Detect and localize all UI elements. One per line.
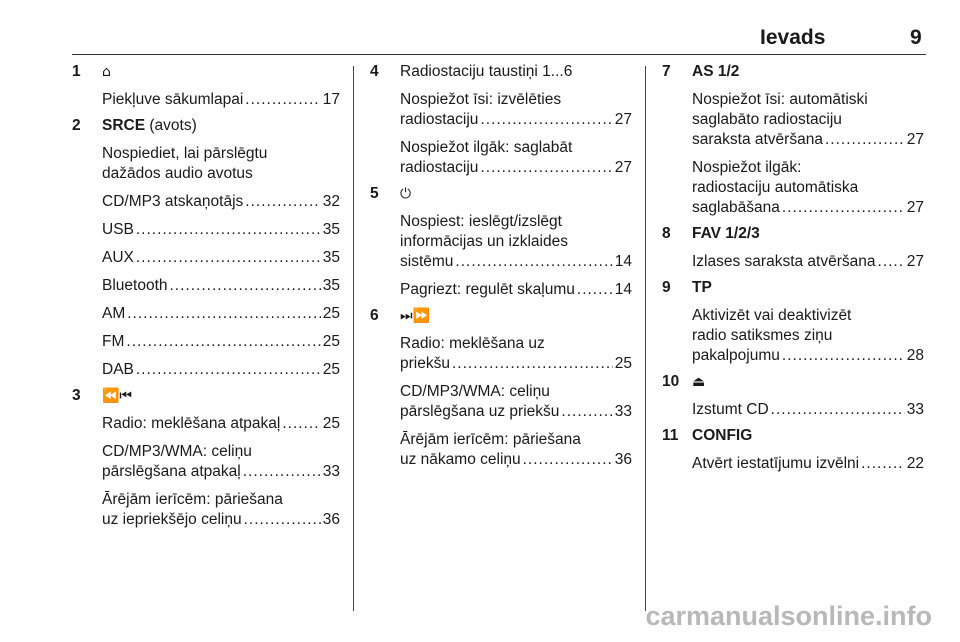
item-number: 6 bbox=[370, 307, 379, 324]
seek-forward-icon: ⏭⏩ bbox=[400, 308, 431, 324]
toc-text: AUX bbox=[102, 249, 134, 266]
toc-page: 36 bbox=[322, 511, 340, 528]
item-number: 2 bbox=[72, 117, 81, 134]
description-line: Ārējām ierīcēm: pāriešana bbox=[400, 431, 581, 448]
seek-back-icon: ⏪⏮ bbox=[102, 388, 133, 404]
page-number: 9 bbox=[910, 26, 922, 49]
dot-leader bbox=[782, 346, 905, 366]
control-name: SRCE bbox=[102, 117, 146, 134]
toc-line bbox=[72, 276, 340, 296]
toc-block bbox=[370, 90, 632, 130]
toc-line bbox=[72, 220, 340, 240]
toc-line bbox=[72, 332, 340, 352]
item-heading bbox=[662, 426, 924, 446]
item-heading bbox=[370, 184, 632, 204]
power-icon: ⏻ bbox=[400, 186, 412, 202]
description-line: Nospiežot ilgāk: bbox=[692, 159, 802, 176]
item-heading bbox=[72, 116, 340, 136]
dot-leader bbox=[136, 248, 321, 268]
toc-page: 27 bbox=[906, 131, 924, 148]
description-line: radiostaciju automātiska bbox=[692, 179, 859, 196]
section-title: Ievads bbox=[760, 26, 826, 49]
item-entry bbox=[72, 386, 340, 530]
item-entry bbox=[72, 116, 340, 380]
toc-text: DAB bbox=[102, 361, 134, 378]
toc-text: saglabāšana bbox=[692, 199, 780, 216]
dot-leader bbox=[577, 280, 613, 300]
description-line: saglabāto radiostaciju bbox=[692, 111, 842, 128]
description-line: Nospiežot ilgāk: saglabāt bbox=[400, 139, 573, 156]
description-line: CD/MP3/WMA: celiņu bbox=[102, 443, 252, 460]
toc-text: Pagriezt: regulēt skaļumu bbox=[400, 281, 575, 298]
item-heading bbox=[72, 386, 340, 406]
eject-icon: ⏏ bbox=[692, 374, 706, 390]
toc-page: 35 bbox=[322, 249, 340, 266]
toc-line bbox=[72, 304, 340, 324]
toc-block bbox=[370, 212, 632, 272]
toc-block bbox=[662, 306, 924, 366]
toc-line bbox=[370, 110, 632, 130]
toc-text: pārslēgšana atpakaļ bbox=[102, 463, 241, 480]
toc-line bbox=[370, 158, 632, 178]
toc-page: 25 bbox=[614, 355, 632, 372]
control-name: FAV 1/2/3 bbox=[692, 225, 760, 242]
watermark: carmanualsonline.info bbox=[645, 601, 932, 631]
toc-line bbox=[72, 360, 340, 380]
toc-block bbox=[370, 430, 632, 470]
toc-block bbox=[370, 334, 632, 374]
item-entry bbox=[662, 62, 924, 218]
item-heading bbox=[72, 62, 340, 82]
toc-text: FM bbox=[102, 333, 125, 350]
dot-leader bbox=[126, 332, 320, 352]
toc-line bbox=[72, 248, 340, 268]
dot-leader bbox=[523, 450, 613, 470]
control-name: Radiostaciju taustiņi 1...6 bbox=[400, 63, 573, 80]
description-line: Aktivizēt vai deaktivizēt bbox=[692, 307, 852, 324]
description-line: Nospiežot īsi: automātiski bbox=[692, 91, 868, 108]
item-number: 10 bbox=[662, 373, 680, 390]
description-line: Nospiežot īsi: izvēlēties bbox=[400, 91, 562, 108]
description-line: radio satiksmes ziņu bbox=[692, 327, 833, 344]
item-entry bbox=[662, 224, 924, 272]
home-icon: ⌂ bbox=[102, 64, 111, 80]
item-heading bbox=[662, 278, 924, 298]
item-number: 9 bbox=[662, 279, 671, 296]
item-entry bbox=[370, 184, 632, 300]
toc-line bbox=[662, 346, 924, 366]
dot-leader bbox=[136, 220, 321, 240]
toc-text: sistēmu bbox=[400, 253, 454, 270]
item-heading bbox=[662, 224, 924, 244]
toc-line bbox=[662, 130, 924, 150]
dot-leader bbox=[136, 360, 321, 380]
toc-page: 27 bbox=[614, 159, 632, 176]
control-name: TP bbox=[692, 279, 712, 296]
toc-page: 25 bbox=[322, 361, 340, 378]
toc-page: 25 bbox=[322, 333, 340, 350]
toc-text: Atvērt iestatījumu izvēlni bbox=[692, 455, 860, 472]
toc-text: Bluetooth bbox=[102, 277, 168, 294]
toc-text: uz iepriekšējo celiņu bbox=[102, 511, 242, 528]
toc-text: Piekļuve sākumlapai bbox=[102, 91, 244, 108]
toc-page: 35 bbox=[322, 277, 340, 294]
dot-leader bbox=[771, 400, 905, 420]
column-1 bbox=[72, 62, 340, 536]
toc-line bbox=[72, 414, 340, 434]
toc-text: pārslēgšana uz priekšu bbox=[400, 403, 560, 420]
toc-text: pakalpojumu bbox=[692, 347, 780, 364]
toc-page: 27 bbox=[614, 111, 632, 128]
toc-page: 22 bbox=[906, 455, 924, 472]
toc-line bbox=[370, 450, 632, 470]
toc-line bbox=[662, 454, 924, 474]
toc-line bbox=[370, 402, 632, 422]
dot-leader bbox=[127, 304, 321, 324]
toc-page: 14 bbox=[614, 281, 632, 298]
toc-page: 25 bbox=[322, 305, 340, 322]
item-entry bbox=[72, 62, 340, 110]
toc-page: 35 bbox=[322, 221, 340, 238]
toc-text: Izstumt CD bbox=[692, 401, 769, 418]
dot-leader bbox=[455, 252, 612, 272]
dot-leader bbox=[452, 354, 613, 374]
item-heading bbox=[370, 62, 632, 82]
dot-leader bbox=[170, 276, 321, 296]
toc-page: 27 bbox=[906, 253, 924, 270]
dot-leader bbox=[282, 414, 320, 434]
dot-leader bbox=[243, 462, 321, 482]
item-number: 4 bbox=[370, 63, 379, 80]
toc-line bbox=[370, 252, 632, 272]
item-heading bbox=[662, 62, 924, 82]
toc-text: AM bbox=[102, 305, 126, 322]
toc-text: radiostaciju bbox=[400, 159, 479, 176]
item-number: 11 bbox=[662, 427, 679, 444]
column-3 bbox=[662, 62, 924, 480]
dot-leader bbox=[480, 158, 612, 178]
dot-leader bbox=[861, 454, 905, 474]
item-entry bbox=[662, 372, 924, 420]
item-number: 8 bbox=[662, 225, 671, 242]
description-line: informācijas un izklaides bbox=[400, 233, 568, 250]
dot-leader bbox=[245, 192, 320, 212]
control-name: CONFIG bbox=[692, 427, 753, 444]
item-heading bbox=[370, 306, 632, 326]
toc-line bbox=[370, 354, 632, 374]
toc-page: 33 bbox=[614, 403, 632, 420]
item-entry bbox=[662, 278, 924, 366]
item-entry bbox=[662, 426, 924, 474]
toc-line bbox=[72, 90, 340, 110]
toc-text: Radio: meklēšana atpakaļ bbox=[102, 415, 281, 432]
toc-text: CD/MP3 atskaņotājs bbox=[102, 193, 244, 210]
item-number: 7 bbox=[662, 63, 671, 80]
toc-text: USB bbox=[102, 221, 134, 238]
toc-page: 17 bbox=[322, 91, 340, 108]
description-line: Nospiediet, lai pārslēgtu bbox=[102, 145, 268, 162]
dot-leader bbox=[244, 510, 321, 530]
header-divider bbox=[72, 54, 926, 55]
toc-page: 36 bbox=[614, 451, 632, 468]
toc-page: 27 bbox=[906, 199, 924, 216]
description bbox=[72, 144, 340, 184]
item-entry bbox=[370, 62, 632, 178]
dot-leader bbox=[245, 90, 320, 110]
item-number: 5 bbox=[370, 185, 379, 202]
toc-block bbox=[72, 490, 340, 530]
toc-page: 28 bbox=[906, 347, 924, 364]
description-line: Ārējām ierīcēm: pāriešana bbox=[102, 491, 283, 508]
toc-block bbox=[72, 442, 340, 482]
description-line: dažādos audio avotus bbox=[102, 165, 253, 182]
description-line: Radio: meklēšana uz bbox=[400, 335, 545, 352]
toc-line bbox=[370, 280, 632, 300]
dot-leader bbox=[878, 252, 905, 272]
column-2 bbox=[370, 62, 632, 476]
toc-page: 25 bbox=[322, 415, 340, 432]
toc-text: priekšu bbox=[400, 355, 450, 372]
toc-text: uz nākamo celiņu bbox=[400, 451, 521, 468]
dot-leader bbox=[480, 110, 612, 130]
toc-page: 32 bbox=[322, 193, 340, 210]
column-divider bbox=[645, 66, 646, 611]
toc-block bbox=[370, 382, 632, 422]
dot-leader bbox=[782, 198, 905, 218]
toc-line bbox=[662, 252, 924, 272]
toc-block bbox=[662, 158, 924, 218]
control-name: AS 1/2 bbox=[692, 63, 740, 80]
toc-line bbox=[72, 462, 340, 482]
toc-text: Izlases saraksta atvēršana bbox=[692, 253, 876, 270]
toc-page: 14 bbox=[614, 253, 632, 270]
toc-line bbox=[72, 510, 340, 530]
toc-block bbox=[662, 90, 924, 150]
toc-block bbox=[370, 138, 632, 178]
item-number: 3 bbox=[72, 387, 81, 404]
toc-page: 33 bbox=[322, 463, 340, 480]
item-number: 1 bbox=[72, 63, 81, 80]
control-note: (avots) bbox=[145, 117, 197, 134]
toc-line bbox=[662, 400, 924, 420]
toc-text: radiostaciju bbox=[400, 111, 479, 128]
item-entry bbox=[370, 306, 632, 470]
item-heading bbox=[662, 372, 924, 392]
toc-line bbox=[72, 192, 340, 212]
description-line: CD/MP3/WMA: celiņu bbox=[400, 383, 550, 400]
dot-leader bbox=[561, 402, 612, 422]
column-divider bbox=[353, 66, 354, 611]
description-line: Nospiest: ieslēgt/izslēgt bbox=[400, 213, 562, 230]
toc-page: 33 bbox=[906, 401, 924, 418]
toc-line bbox=[662, 198, 924, 218]
dot-leader bbox=[825, 130, 905, 150]
toc-text: saraksta atvēršana bbox=[692, 131, 823, 148]
